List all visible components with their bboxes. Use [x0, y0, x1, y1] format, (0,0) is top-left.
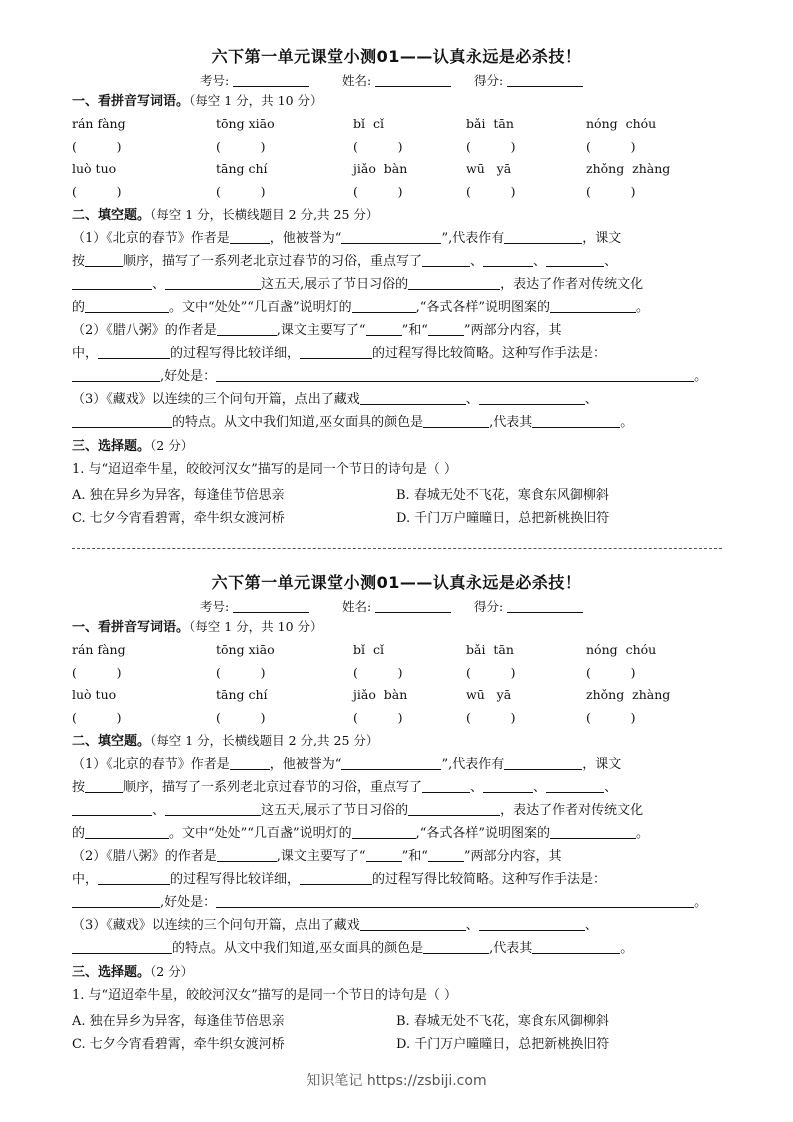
pinyin-item: tōng xiāo: [216, 642, 275, 657]
answer-brackets-row: [0, 136, 793, 159]
choice-options-row: [0, 504, 793, 527]
answer-brackets: ( ): [216, 183, 266, 199]
choice-options-row: [0, 1030, 793, 1053]
exam-number-field: 考号:: [200, 597, 309, 615]
pinyin-item: bǎi tān: [466, 642, 514, 657]
pinyin-item: luò tuo: [72, 687, 117, 702]
fill-in-text: （1）《北京的春节》作者是 ，他被誉为“ ”,代表作有 ，课文 按 顺序，描写了一系列老北京过春节的习俗，重点写了 、 、 、 、 这五天,展示了节日习俗的 ，表达了作者对传统文化 的 。文中“处处”“几百盏”说明灯的 ,“各式各样”说明图案的 。 （2）《腊八粥》的作者是 ,课文主要写了“ ”和“ ”两部分内容，其 中， 的过程写得比较详细， 的过程写得比较简略。这种写作手法是： ,好处是： 。 （3）《藏戏》以连续的三个问句开篇，点出了藏戏 、 、 的特点。从文中我们知道,巫女面具的颜色是 ,代表其 。: [72, 231, 708, 430]
option-b: B. 春城无处不飞花，寒食东风御柳斜: [396, 488, 609, 503]
score-field: 得分:: [474, 71, 583, 89]
pinyin-item: luò tuo: [72, 161, 117, 176]
answer-brackets: ( ): [466, 709, 516, 725]
answer-brackets: ( ): [216, 664, 266, 680]
quiz-title: 六下第一单元课堂小测01——认真永远是必杀技！: [211, 47, 582, 66]
answer-brackets: ( ): [466, 664, 516, 680]
pinyin-item: rán fàng: [72, 116, 126, 131]
section-pinyin-heading: 一、看拼音写词语。（每空 1 分，共 10 分）: [72, 619, 323, 635]
cut-line-divider: [72, 548, 722, 549]
pinyin-row: [0, 158, 793, 181]
pinyin-item: jiǎo bàn: [353, 687, 408, 702]
pinyin-item: jiǎo bàn: [353, 161, 408, 176]
option-a: A. 独在异乡为异客，每逢佳节倍思亲: [72, 488, 285, 503]
student-info-row: [0, 69, 793, 89]
answer-brackets-row: [0, 707, 793, 730]
pinyin-item: bǐ cǐ: [353, 642, 384, 657]
pinyin-item: nóng chóu: [586, 116, 657, 131]
section-pinyin-heading: 一、看拼音写词语。（每空 1 分，共 10 分）: [72, 93, 323, 109]
student-info-row: [0, 595, 793, 615]
answer-brackets: ( ): [353, 183, 403, 199]
choice-options-row: [0, 1007, 793, 1030]
option-a: A. 独在异乡为异客，每逢佳节倍思亲: [72, 1014, 285, 1029]
option-c: C. 七夕今宵看碧霄，牵牛织女渡河桥: [72, 510, 285, 526]
pinyin-item: bǎi tān: [466, 116, 514, 131]
option-c: C. 七夕今宵看碧霄，牵牛织女渡河桥: [72, 1036, 285, 1052]
fill-in-text: （1）《北京的春节》作者是 ，他被誉为“ ”,代表作有 ，课文 按 顺序，描写了一系列老北京过春节的习俗，重点写了 、 、 、 、 这五天,展示了节日习俗的 ，表达了作者对传统文化 的 。文中“处处”“几百盏”说明灯的 ,“各式各样”说明图案的 。 （2）《腊八粥》的作者是 ,课文主要写了“ ”和“ ”两部分内容，其 中， 的过程写得比较详细， 的过程写得比较简略。这种写作手法是： ,好处是： 。 （3）《藏戏》以连续的三个问句开篇，点出了藏戏 、 、 的特点。从文中我们知道,巫女面具的颜色是 ,代表其 。: [72, 757, 708, 956]
answer-brackets: ( ): [586, 138, 636, 154]
choice-question: 1. 与“迢迢牵牛星，皎皎河汉女”描写的是同一个节日的诗句是（ ）: [72, 988, 457, 1003]
answer-brackets: ( ): [72, 664, 122, 680]
answer-brackets: ( ): [353, 138, 403, 154]
answer-brackets: ( ): [466, 183, 516, 199]
answer-brackets: ( ): [72, 183, 122, 199]
answer-brackets: ( ): [72, 138, 122, 154]
answer-brackets: ( ): [586, 183, 636, 199]
footer-watermark: 知识笔记 https://zsbiji.com: [306, 1073, 487, 1089]
name-field: 姓名:: [342, 71, 451, 89]
pinyin-item: tāng chí: [216, 161, 268, 176]
pinyin-row: [0, 684, 793, 707]
option-d: D. 千门万户曈曈日，总把新桃换旧符: [396, 510, 610, 526]
answer-brackets: ( ): [586, 709, 636, 725]
pinyin-row: [0, 113, 793, 136]
section-choice-heading: 三、选择题。（2 分）: [72, 964, 194, 980]
pinyin-item: wū yā: [466, 687, 512, 702]
answer-brackets: ( ): [353, 709, 403, 725]
score-field: 得分:: [474, 597, 583, 615]
pinyin-item: tāng chí: [216, 687, 268, 702]
pinyin-item: nóng chóu: [586, 642, 657, 657]
answer-brackets-row: [0, 181, 793, 204]
pinyin-item: rán fàng: [72, 642, 126, 657]
answer-brackets: ( ): [586, 664, 636, 680]
answer-brackets-row: [0, 662, 793, 685]
section-choice-heading: 三、选择题。（2 分）: [72, 438, 194, 454]
quiz-title: 六下第一单元课堂小测01——认真永远是必杀技！: [211, 573, 582, 592]
quiz-copy-2: [0, 572, 793, 1052]
choice-options-row: [0, 481, 793, 504]
pinyin-item: zhǒng zhàng: [586, 161, 671, 176]
choice-question: 1. 与“迢迢牵牛星，皎皎河汉女”描写的是同一个节日的诗句是（ ）: [72, 462, 457, 477]
option-b: B. 春城无处不飞花，寒食东风御柳斜: [396, 1014, 609, 1029]
name-field: 姓名:: [342, 597, 451, 615]
answer-brackets: ( ): [466, 138, 516, 154]
exam-number-field: 考号:: [200, 71, 309, 89]
answer-brackets: ( ): [216, 138, 266, 154]
quiz-copy-1: [0, 46, 793, 526]
answer-brackets: ( ): [72, 709, 122, 725]
answer-brackets: ( ): [216, 709, 266, 725]
pinyin-item: zhǒng zhàng: [586, 687, 671, 702]
pinyin-item: bǐ cǐ: [353, 116, 384, 131]
answer-brackets: ( ): [353, 664, 403, 680]
pinyin-item: tōng xiāo: [216, 116, 275, 131]
pinyin-item: wū yā: [466, 161, 512, 176]
section-fill-heading: 二、填空题。（每空 1 分，长横线题目 2 分,共 25 分）: [72, 207, 379, 223]
pinyin-row: [0, 639, 793, 662]
section-fill-heading: 二、填空题。（每空 1 分，长横线题目 2 分,共 25 分）: [72, 733, 379, 749]
option-d: D. 千门万户曈曈日，总把新桃换旧符: [396, 1036, 610, 1052]
